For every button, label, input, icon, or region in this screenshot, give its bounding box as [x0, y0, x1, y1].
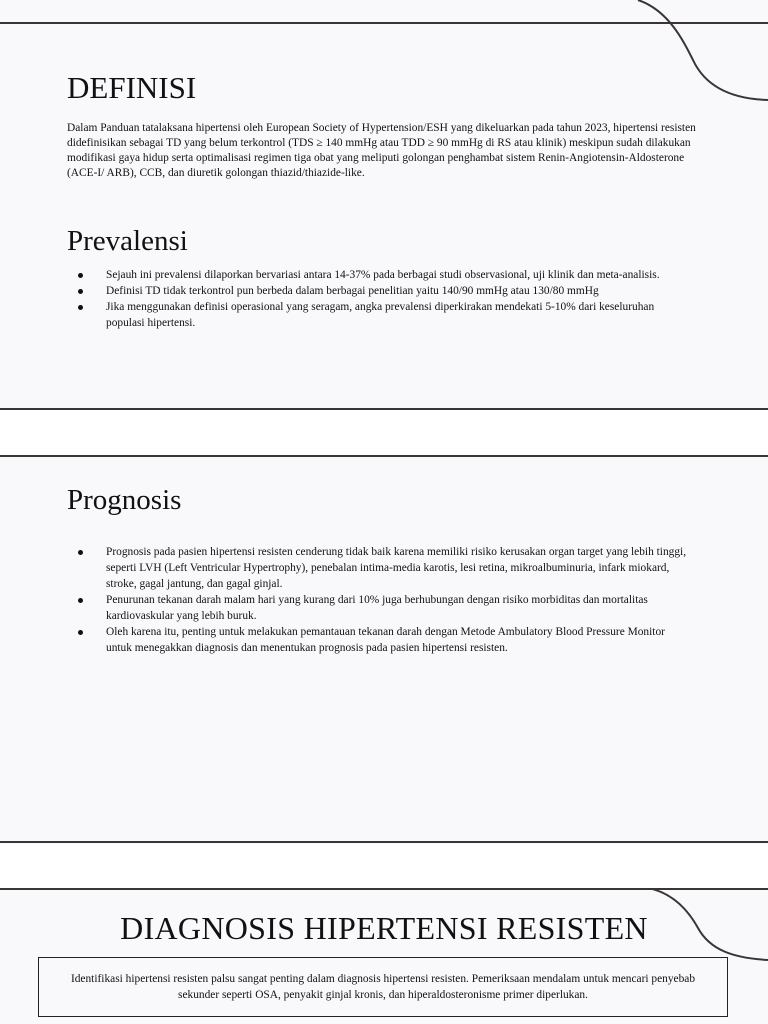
list-item: Jika menggunakan definisi operasional yang seragam, angka prevalensi diperkirakan mendekati 5-10% dari keseluruhan populasi hipertensi. [67, 299, 687, 331]
list-item: Oleh karena itu, penting untuk melakukan pemantauan tekanan darah dengan Metode Ambulatory Blood Pressure Monitor untuk menegakkan diagnosis dan menentukan prognosis pada pasien hipertensi resisten. [67, 624, 687, 656]
decorative-arc [628, 0, 768, 110]
list-item: Prognosis pada pasien hipertensi resisten cenderung tidak baik karena memiliki risiko kerusakan organ target yang lebih tinggi, seperti LVH (Left Ventricular Hypertrophy), penebalan intima-media karotis, lesi retina, mikroalbuminuria, infark miokard, stroke, gagal jantung, dan gagal ginjal. [67, 544, 687, 592]
prognosis-heading: Prognosis [67, 484, 182, 516]
prevalensi-list [67, 267, 687, 331]
prognosis-list [67, 544, 687, 656]
diagnosis-heading: DIAGNOSIS HIPERTENSI RESISTEN [120, 910, 648, 946]
slide-definisi [0, 0, 768, 410]
top-rule [0, 455, 768, 457]
list-item: Penurunan tekanan darah malam hari yang kurang dari 10% juga berhubungan dengan risiko morbiditas dan mortalitas kardiovaskular yang lebih buruk. [67, 592, 687, 624]
list-item: Sejauh ini prevalensi dilaporkan bervariasi antara 14-37% pada berbagai studi observasional, uji klinik dan meta-analisis. [67, 267, 687, 283]
bottom-rule [0, 841, 768, 843]
list-item: Definisi TD tidak terkontrol pun berbeda dalam berbagai penelitian yaitu 140/90 mmHg atau 130/80 mmHg [67, 283, 687, 299]
diagnosis-textbox: Identifikasi hipertensi resisten palsu sangat penting dalam diagnosis hipertensi resisten. Pemeriksaan mendalam untuk mencari penyebab sekunder seperti OSA, penyakit ginjal kronis, dan hiperaldosteronisme primer diperlukan. [38, 957, 728, 1017]
definisi-heading: DEFINISI [67, 70, 197, 105]
prevalensi-heading: Prevalensi [67, 225, 188, 257]
definisi-paragraph: Dalam Panduan tatalaksana hipertensi oleh European Society of Hypertension/ESH yang dikeluarkan pada tahun 2023, hipertensi resisten didefinisikan sebagai TD yang belum terkontrol (TDS ≥ 140 mmHg atau TDD ≥ 90 mmHg di RS atau klinik) meskipun sudah dilakukan modifikasi gaya hidup serta optimalisasi regimen tiga obat yang meliputi golongan penghambat sistem Renin-Angiotensin-Aldosterone (ACE-I/ ARB), CCB, dan diuretik golongan thiazid/thiazide-like. [67, 122, 696, 179]
slide-prognosis [0, 455, 768, 844]
slide-diagnosis [0, 888, 768, 1024]
bottom-rule [0, 408, 768, 410]
